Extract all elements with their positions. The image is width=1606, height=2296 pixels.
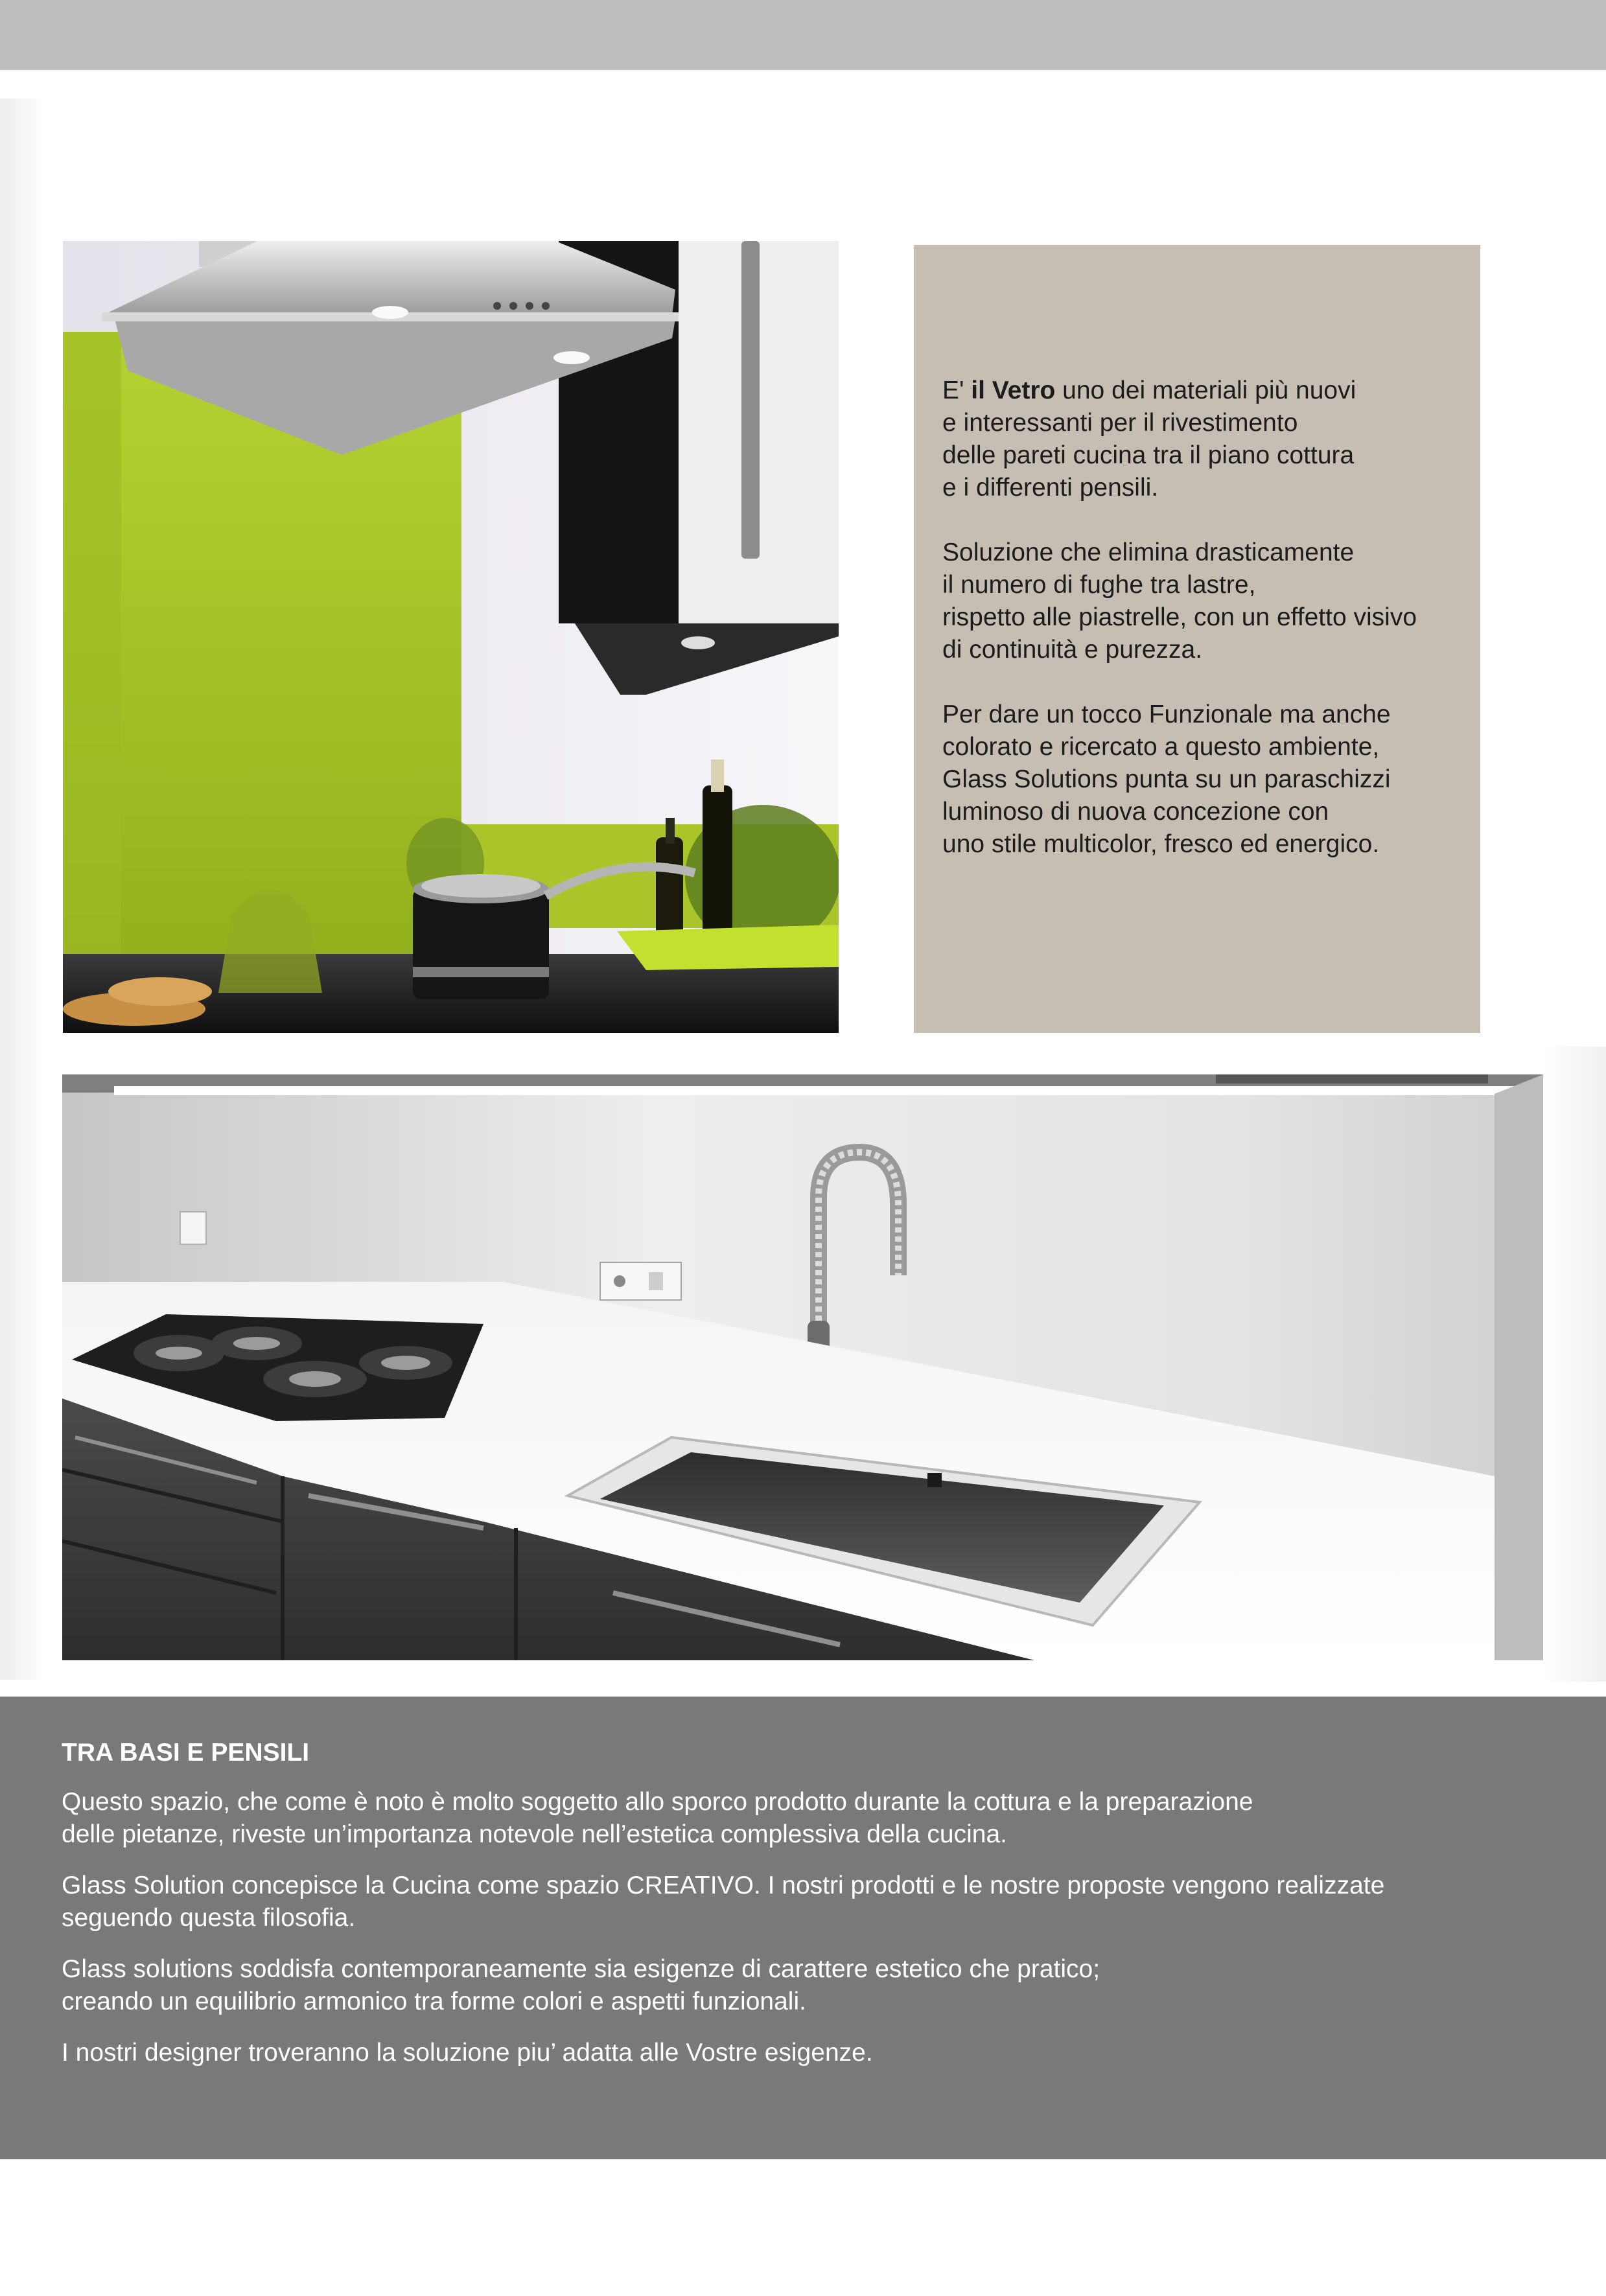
intro-paragraph-2: Soluzione che elimina drasticamente il numero di fughe tra lastre, rispetto alle piastrelle, con un effetto visivo di continuità e purezza. bbox=[942, 539, 1417, 664]
top-band bbox=[0, 0, 1606, 70]
section-paragraph-4: I nostri designer troveranno la soluzione piu’ adatta alle Vostre esigenze. bbox=[62, 2039, 873, 2067]
bottom-info-band bbox=[0, 1697, 1606, 2159]
sink-kitchen-photo bbox=[62, 1074, 1543, 1660]
right-edge-shadow bbox=[1544, 1047, 1606, 1682]
left-edge-shadow bbox=[0, 99, 45, 1680]
intro-text bbox=[942, 375, 1474, 893]
section-paragraph-3: Glass solutions soddisfa contemporaneamente sia esigenze di carattere estetico che pratico; creando un equilibrio armonico tra forme colori e aspetti funzionali. bbox=[62, 1955, 1100, 2015]
intro-rest: uno dei materiali più nuovi e interessanti per il rivestimento delle pareti cucina tra il piano cottura e i differenti pensili. bbox=[942, 377, 1356, 502]
section-heading: TRA BASI E PENSILI bbox=[62, 1739, 310, 1767]
intro-prefix: E' bbox=[942, 377, 972, 404]
bottom-info-content bbox=[62, 1737, 1565, 2088]
intro-bold-glass: il Vetro bbox=[971, 377, 1056, 404]
section-paragraph-1: Questo spazio, che come è noto è molto soggetto allo sporco prodotto durante la cottura e la preparazione delle pietanze, riveste un’importanza notevole nell’estetica complessiva della cucina. bbox=[62, 1788, 1253, 1848]
intro-paragraph-3: Per dare un tocco Funzionale ma anche colorato e ricercato a questo ambiente, Glass Solutions punta su un paraschizzi luminoso di nuova concezione con uno stile multicolor, fresco ed energico. bbox=[942, 701, 1391, 858]
green-backsplash-kitchen-photo bbox=[63, 241, 839, 1033]
intro-paragraph-1 bbox=[942, 375, 1474, 504]
intro-text-panel bbox=[914, 245, 1480, 1033]
section-paragraph-2: Glass Solution concepisce la Cucina come spazio CREATIVO. I nostri prodotti e le nostre proposte vengono realizzate seguendo questa filosofia. bbox=[62, 1872, 1385, 1932]
